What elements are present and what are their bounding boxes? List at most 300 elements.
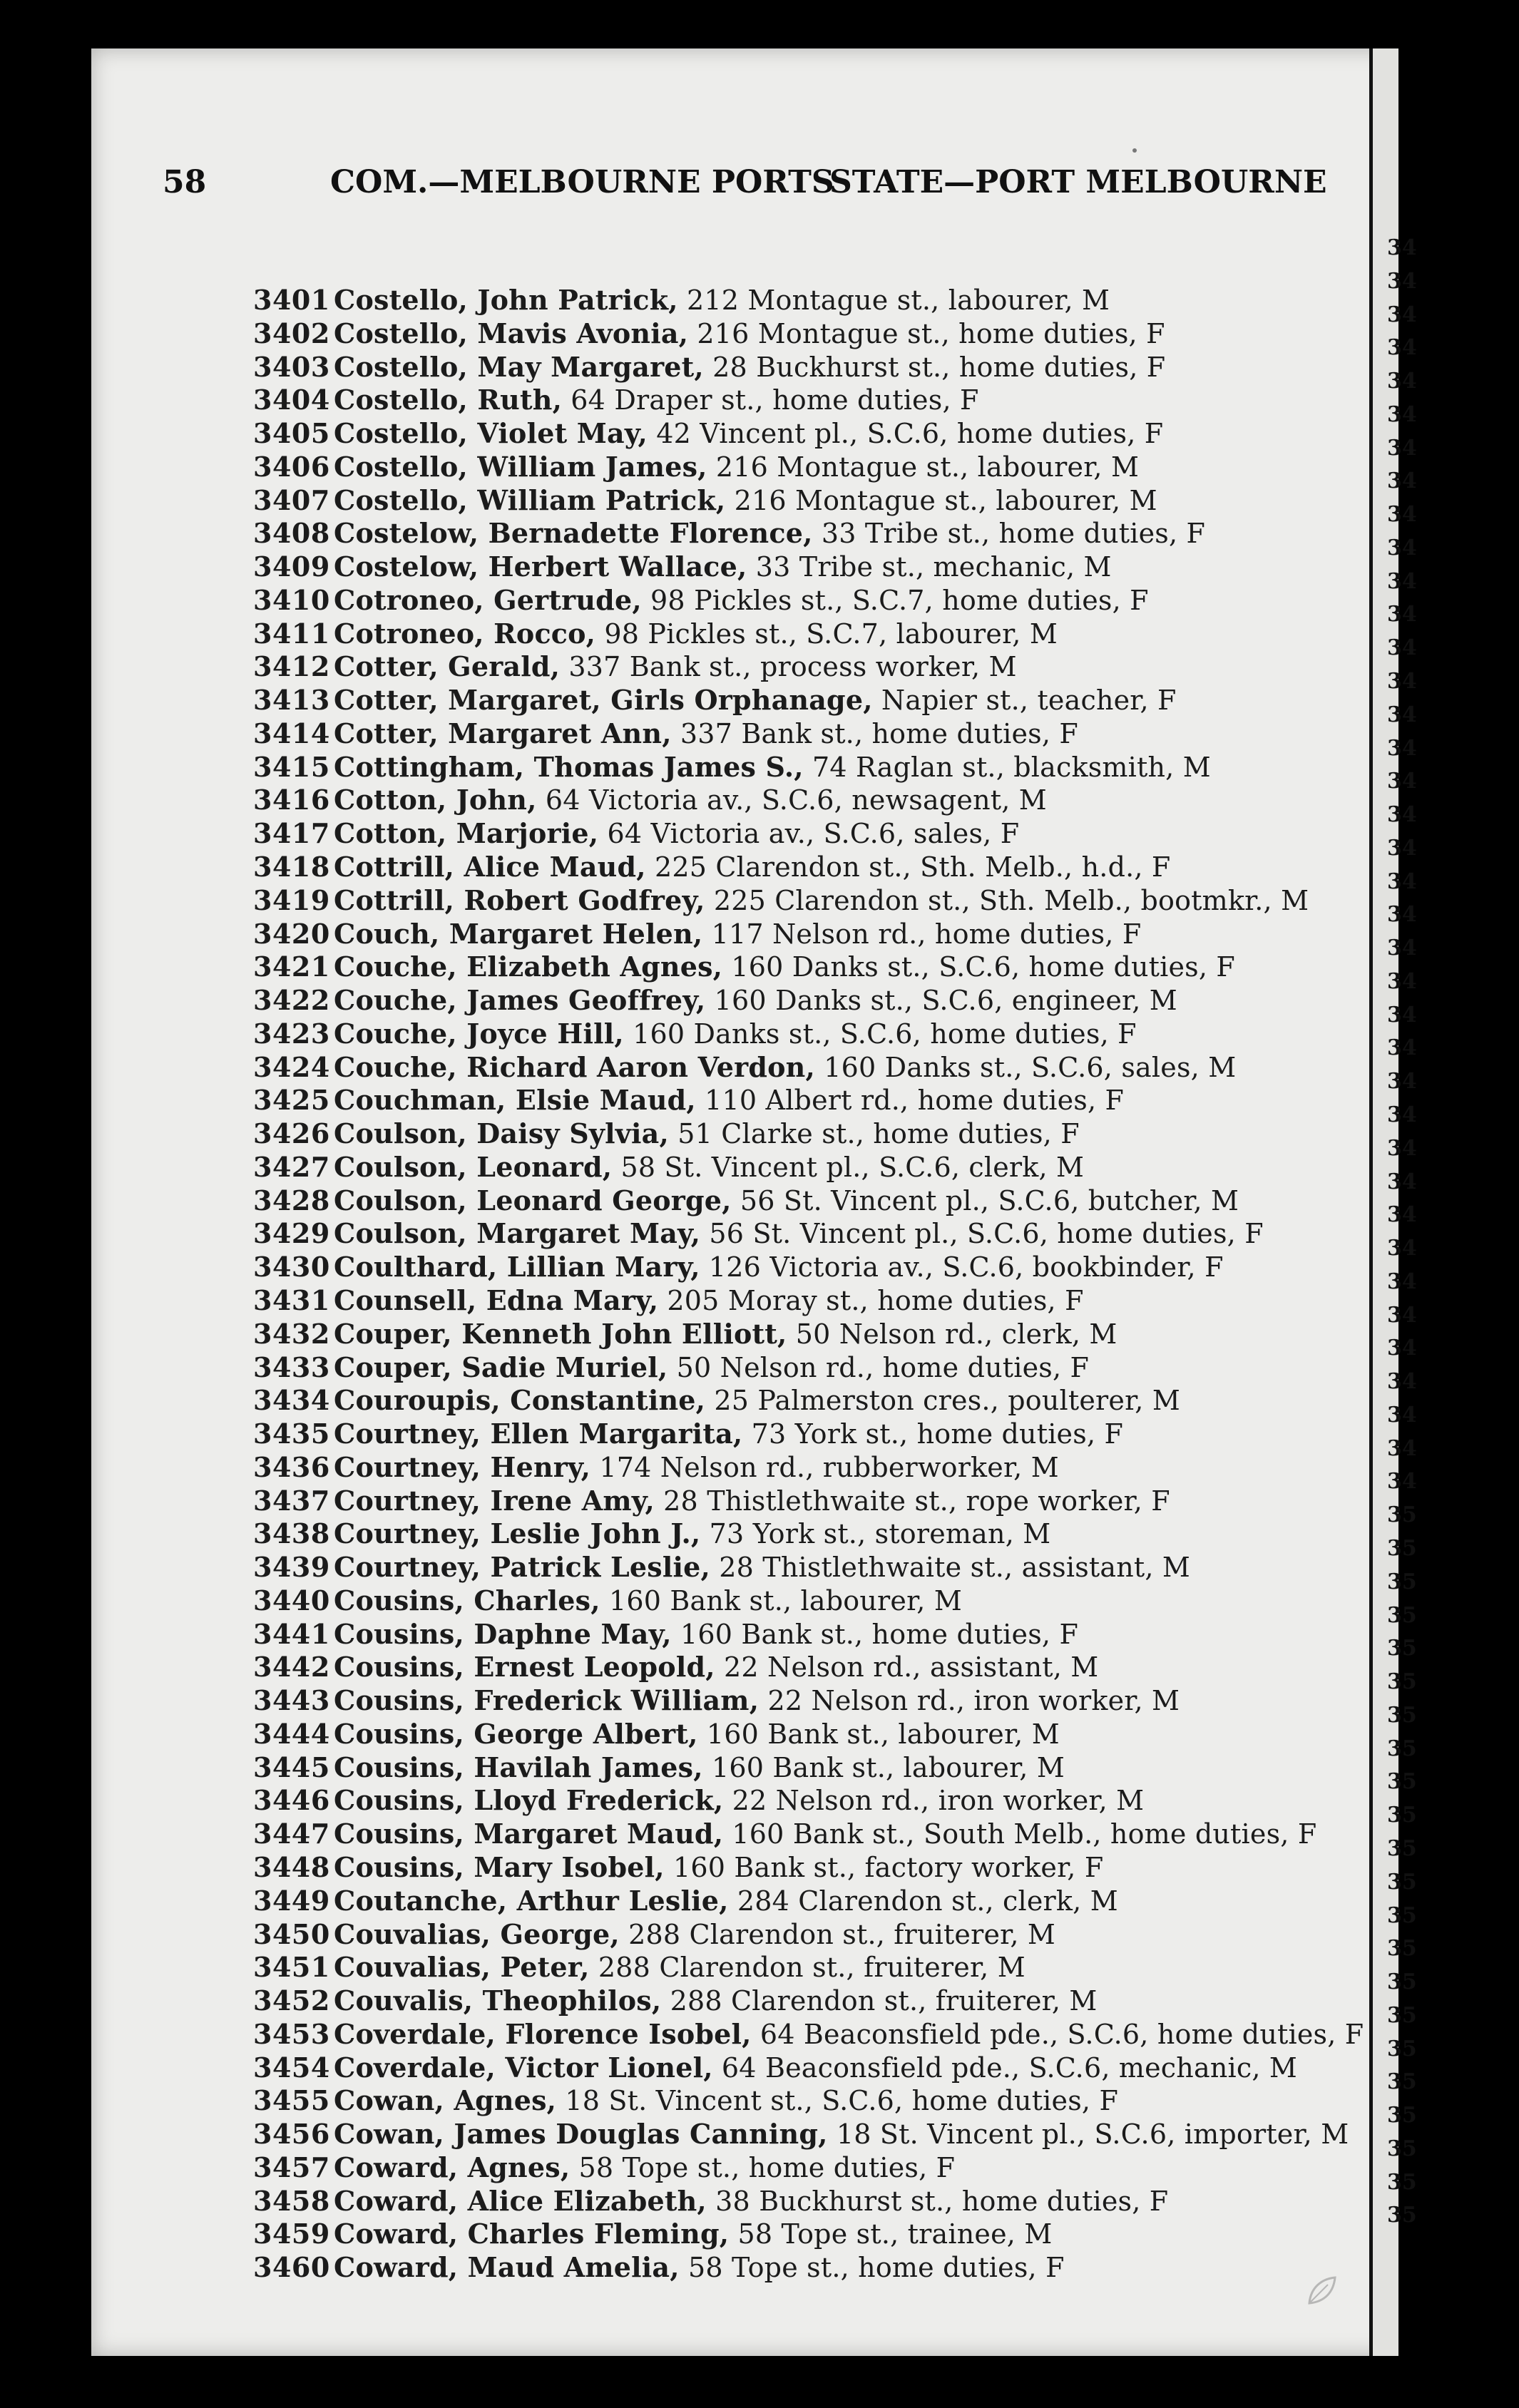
entry-number: 3418 (253, 851, 330, 883)
entry-number: 3443 (253, 1684, 330, 1717)
entry-detail: 64 Beaconsfield pde., S.C.6, mechanic, M (721, 2051, 1297, 2084)
list-item (91, 1918, 1394, 1952)
list-item (91, 918, 1394, 951)
entry-number: 3419 (253, 883, 330, 916)
entry-text (334, 1418, 1123, 1450)
edge-fragment: 35 (1387, 1536, 1417, 1562)
entry-name: Costello, William James, (334, 450, 707, 483)
entry-text (334, 417, 1163, 450)
entry-detail: 160 Bank st., labourer, M (711, 1751, 1065, 1783)
entry-name: Couche, Joyce Hill, (334, 1017, 624, 1050)
entry-detail: 160 Bank st., labourer, M (608, 1584, 962, 1617)
entry-detail: 337 Bank st., process worker, M (568, 651, 1017, 683)
list-item (91, 1751, 1394, 1785)
entry-name: Costello, Violet May, (334, 417, 648, 450)
edge-fragment: 34 (1387, 369, 1417, 394)
list-item (91, 717, 1394, 751)
entry-detail: 73 York st., storeman, M (709, 1518, 1051, 1550)
entry-name: Cousins, Frederick William, (334, 1684, 760, 1717)
entry-number: 3445 (253, 1751, 330, 1783)
entry-text (334, 2151, 955, 2184)
list-item (91, 1117, 1394, 1151)
edge-fragment: 34 (1387, 1402, 1417, 1428)
entry-detail: 160 Bank st., labourer, M (706, 1718, 1060, 1750)
entry-text (334, 684, 1177, 717)
list-item (91, 1684, 1394, 1718)
entry-name: Cousins, Mary Isobel, (334, 1850, 665, 1883)
entry-text (334, 2018, 1364, 2051)
entry-name: Couper, Sadie Muriel, (334, 1351, 668, 1383)
list-item (91, 2185, 1394, 2218)
edge-fragment: 35 (1387, 2103, 1417, 2128)
entry-number: 3458 (253, 2184, 330, 2217)
entry-name: Cottingham, Thomas James S., (334, 750, 804, 783)
entry-text (334, 1818, 1316, 1850)
list-item (91, 2018, 1394, 2051)
list-item (91, 317, 1394, 351)
edge-fragment: 35 (1387, 1669, 1417, 1695)
entry-name: Courtney, Patrick Leslie, (334, 1551, 710, 1584)
entry-text (334, 351, 1165, 384)
entry-number: 3405 (253, 417, 330, 450)
edge-fragment: 34 (1387, 535, 1417, 560)
entry-detail: 18 St. Vincent pl., S.C.6, importer, M (836, 2118, 1349, 2151)
entry-name: Costello, John Patrick, (334, 284, 678, 316)
leaf-icon (1304, 2273, 1339, 2309)
entry-number: 3435 (253, 1418, 330, 1450)
subdivision-title: STATE—PORT MELBOURNE (829, 164, 1327, 200)
entry-text (334, 618, 1058, 650)
entry-number: 3403 (253, 350, 330, 383)
entry-text (334, 1784, 1144, 1817)
directory-page (91, 48, 1394, 2356)
entry-text (334, 817, 1019, 850)
entry-number: 3408 (253, 517, 330, 550)
edge-fragment: 34 (1387, 702, 1417, 727)
entry-detail: 160 Bank st., factory worker, F (672, 1851, 1104, 1883)
entry-detail: 28 Buckhurst st., home duties, F (712, 351, 1166, 383)
edge-fragment: 34 (1387, 1069, 1417, 1095)
entry-number: 3417 (253, 817, 330, 850)
entry-name: Coward, Charles Fleming, (334, 2218, 730, 2250)
entry-text (334, 1051, 1236, 1084)
entry-detail: Napier st., teacher, F (881, 685, 1177, 717)
list-item (91, 550, 1394, 584)
entry-detail: 160 Danks st., S.C.6, home duties, F (731, 951, 1235, 983)
list-item (91, 1051, 1394, 1085)
edge-fragment: 34 (1387, 435, 1417, 461)
list-item (91, 1651, 1394, 1684)
entry-detail: 212 Montague st., labourer, M (686, 285, 1110, 316)
entry-name: Counsell, Edna Mary, (334, 1284, 659, 1316)
entry-number: 3422 (253, 984, 330, 1017)
entry-detail: 58 Tope st., trainee, M (737, 2218, 1053, 2250)
edge-fragment: 34 (1387, 1369, 1417, 1395)
entry-text (334, 784, 1047, 816)
entry-text (334, 2084, 1118, 2117)
entry-number: 3414 (253, 717, 330, 749)
entry-name: Coverdale, Florence Isobel, (334, 2017, 752, 2050)
list-item (91, 1584, 1394, 1618)
entry-name: Couche, Elizabeth Agnes, (334, 951, 723, 983)
edge-fragment: 35 (1387, 1602, 1417, 1628)
entry-name: Costello, William Patrick, (334, 483, 726, 516)
edge-fragment: 34 (1387, 735, 1417, 761)
entry-number: 3440 (253, 1584, 330, 1617)
entry-text (334, 717, 1078, 750)
entry-number: 3447 (253, 1818, 330, 1850)
entry-detail: 18 St. Vincent st., S.C.6, home duties, F (565, 2085, 1119, 2117)
entry-detail: 160 Danks st., S.C.6, home duties, F (633, 1018, 1137, 1050)
entry-name: Cotroneo, Rocco, (334, 617, 596, 650)
entry-name: Cousins, George Albert, (334, 1717, 698, 1750)
entry-text (334, 2051, 1297, 2084)
entry-number: 3449 (253, 1884, 330, 1917)
entry-detail: 284 Clarendon st., clerk, M (737, 1885, 1118, 1917)
edge-fragment: 35 (1387, 1636, 1417, 1661)
edge-fragment: 35 (1387, 1803, 1417, 1828)
entry-text (334, 1918, 1055, 1951)
list-item (91, 1384, 1394, 1418)
entry-number: 3402 (253, 317, 330, 349)
entry-number: 3409 (253, 550, 330, 583)
entry-text (334, 1885, 1118, 1917)
entry-number: 3448 (253, 1850, 330, 1883)
entry-number: 3426 (253, 1117, 330, 1150)
entry-text (334, 1584, 962, 1617)
entry-number: 3413 (253, 684, 330, 717)
entry-name: Cousins, Charles, (334, 1584, 600, 1617)
edge-fragment: 35 (1387, 1869, 1417, 1895)
list-item (91, 517, 1394, 550)
entry-text (334, 384, 979, 416)
entry-text (334, 2118, 1349, 2151)
list-item (91, 484, 1394, 518)
entry-detail: 28 Thistlethwaite st., rope worker, F (663, 1485, 1170, 1517)
entry-detail: 216 Montague st., labourer, M (734, 484, 1157, 516)
entry-number: 3442 (253, 1651, 330, 1684)
edge-fragment: 35 (1387, 1969, 1417, 1995)
edge-fragment: 34 (1387, 1202, 1417, 1228)
list-item (91, 1784, 1394, 1818)
entry-number: 3427 (253, 1150, 330, 1183)
entry-name: Courtney, Irene Amy, (334, 1484, 655, 1517)
edge-fragment: 35 (1387, 1736, 1417, 1761)
entry-name: Coulson, Leonard George, (334, 1184, 732, 1216)
entry-name: Cottrill, Alice Maud, (334, 851, 646, 883)
entry-text (334, 517, 1205, 550)
entry-detail: 28 Thistlethwaite st., assistant, M (719, 1552, 1191, 1584)
list-item (91, 1217, 1394, 1251)
entry-number: 3431 (253, 1284, 330, 1316)
entry-text (334, 451, 1139, 483)
edge-fragment: 35 (1387, 1569, 1417, 1594)
entry-text (334, 484, 1157, 517)
entry-name: Costello, Mavis Avonia, (334, 317, 689, 349)
list-item (91, 1318, 1394, 1351)
entry-text (334, 1451, 1059, 1484)
entry-number: 3432 (253, 1317, 330, 1350)
entry-detail: 174 Nelson rd., rubberworker, M (599, 1451, 1059, 1483)
entry-text (334, 918, 1141, 951)
entry-number: 3406 (253, 450, 330, 483)
entry-number: 3444 (253, 1717, 330, 1750)
entry-name: Cowan, Agnes, (334, 2084, 557, 2117)
list-item (91, 584, 1394, 618)
list-item (91, 2218, 1394, 2251)
entry-number: 3459 (253, 2218, 330, 2250)
entry-text (334, 1984, 1098, 2017)
entry-name: Costello, Ruth, (334, 384, 563, 416)
list-item (91, 1485, 1394, 1518)
entry-detail: 216 Montague st., labourer, M (715, 451, 1140, 483)
entry-detail: 58 Tope st., home duties, F (687, 2252, 1065, 2284)
entry-number: 3441 (253, 1617, 330, 1650)
edge-fragment: 34 (1387, 902, 1417, 928)
entry-text (334, 1284, 1084, 1317)
entry-detail: 98 Pickles st., S.C.7, labourer, M (604, 618, 1058, 650)
entry-name: Coward, Maud Amelia, (334, 2251, 680, 2284)
edge-fragment: 35 (1387, 1835, 1417, 1861)
entry-text (334, 2218, 1052, 2250)
entry-detail: 56 St. Vincent pl., S.C.6, butcher, M (740, 1184, 1239, 1216)
entry-detail: 64 Draper st., home duties, F (571, 384, 979, 416)
list-item (91, 1951, 1394, 1984)
entry-text (334, 851, 1171, 883)
entry-detail: 33 Tribe st., mechanic, M (755, 551, 1112, 583)
entry-detail: 337 Bank st., home duties, F (680, 717, 1078, 749)
list-item (91, 384, 1394, 417)
entry-text (334, 1384, 1180, 1417)
entry-number: 3428 (253, 1184, 330, 1216)
entry-number: 3421 (253, 951, 330, 983)
edge-fragment: 34 (1387, 268, 1417, 294)
entry-number: 3437 (253, 1484, 330, 1517)
entry-number: 3412 (253, 650, 330, 683)
entry-text (334, 1151, 1084, 1184)
list-item (91, 1018, 1394, 1051)
entry-number: 3439 (253, 1551, 330, 1584)
entry-detail: 160 Danks st., S.C.6, engineer, M (714, 985, 1177, 1017)
entry-text (334, 1851, 1103, 1884)
entry-detail: 22 Nelson rd., assistant, M (723, 1651, 1099, 1684)
entry-detail: 64 Beaconsfield pde., S.C.6, home duties, F (760, 2018, 1364, 2050)
entry-name: Couroupis, Constantine, (334, 1384, 706, 1417)
entry-detail: 126 Victoria av., S.C.6, bookbinder, F (708, 1251, 1224, 1284)
entry-text (334, 1684, 1180, 1717)
list-item (91, 684, 1394, 717)
electorate-title: COM.—MELBOURNE PORTS (330, 164, 834, 200)
entry-name: Couch, Margaret Helen, (334, 917, 703, 950)
edge-fragment: 34 (1387, 769, 1417, 794)
entry-name: Costelow, Bernadette Florence, (334, 517, 813, 550)
entry-text (334, 650, 1017, 683)
adjacent-page-edge (1369, 48, 1417, 2356)
entry-detail: 50 Nelson rd., clerk, M (795, 1318, 1117, 1350)
list-item (91, 650, 1394, 684)
entry-number: 3420 (253, 917, 330, 950)
list-item (91, 951, 1394, 984)
edge-fragment: 34 (1387, 335, 1417, 361)
edge-fragment: 34 (1387, 1035, 1417, 1061)
entry-text (334, 1217, 1264, 1250)
entry-text (334, 1018, 1137, 1050)
entry-number: 3454 (253, 2051, 330, 2084)
entry-name: Costello, May Margaret, (334, 350, 704, 383)
edge-fragment: 34 (1387, 302, 1417, 327)
entry-text (334, 284, 1110, 317)
entry-name: Cotton, Marjorie, (334, 817, 599, 850)
edge-fragment: 34 (1387, 235, 1417, 260)
entry-name: Cousins, Ernest Leopold, (334, 1651, 715, 1684)
entry-detail: 64 Victoria av., S.C.6, newsagent, M (545, 784, 1047, 816)
entry-name: Coward, Agnes, (334, 2151, 571, 2183)
entry-name: Cousins, Daphne May, (334, 1617, 672, 1650)
entry-name: Couper, Kenneth John Elliott, (334, 1317, 787, 1350)
entry-detail: 33 Tribe st., home duties, F (821, 518, 1206, 550)
entry-number: 3430 (253, 1251, 330, 1284)
list-item (91, 984, 1394, 1018)
list-item (91, 1551, 1394, 1584)
edge-fragment: 34 (1387, 468, 1417, 494)
entry-detail: 50 Nelson rd., home duties, F (676, 1351, 1090, 1383)
list-item (91, 1284, 1394, 1318)
edge-fragment: 35 (1387, 2169, 1417, 2195)
list-item (91, 618, 1394, 651)
list-item (91, 1084, 1394, 1117)
entry-number: 3416 (253, 784, 330, 816)
entry-name: Cousins, Margaret Maud, (334, 1818, 724, 1850)
entry-detail: 58 Tope st., home duties, F (578, 2151, 956, 2183)
edge-fragment: 35 (1387, 2136, 1417, 2161)
entry-detail: 51 Clarke st., home duties, F (677, 1118, 1080, 1150)
entry-name: Courtney, Ellen Margarita, (334, 1418, 743, 1450)
edge-fragment: 34 (1387, 1336, 1417, 1361)
entry-number: 3436 (253, 1450, 330, 1483)
list-item (91, 1184, 1394, 1218)
entry-text (334, 1184, 1239, 1217)
entry-detail: 42 Vincent pl., S.C.6, home duties, F (656, 418, 1164, 450)
edge-fragment: 34 (1387, 1469, 1417, 1495)
entry-number: 3404 (253, 384, 330, 416)
entry-detail: 288 Clarendon st., fruiterer, M (598, 1952, 1026, 1984)
edge-fragment: 34 (1387, 835, 1417, 861)
entry-detail: 160 Bank st., South Melb., home duties, F (732, 1818, 1317, 1850)
edge-fragment: 35 (1387, 1502, 1417, 1528)
list-item (91, 1851, 1394, 1885)
entry-text (334, 1751, 1065, 1784)
entry-text (334, 1517, 1050, 1550)
edge-fragment: 34 (1387, 1302, 1417, 1328)
entry-text (334, 2251, 1065, 2284)
entry-name: Couche, Richard Aaron Verdon, (334, 1050, 815, 1083)
list-item (91, 1984, 1394, 2018)
entry-detail: 225 Clarendon st., Sth. Melb., h.d., F (654, 851, 1171, 883)
list-item (91, 884, 1394, 918)
entry-number: 3446 (253, 1784, 330, 1817)
list-item (91, 1818, 1394, 1851)
list-item (91, 2251, 1394, 2285)
entry-number: 3455 (253, 2084, 330, 2117)
entry-text (334, 1951, 1026, 1984)
entry-name: Cousins, Lloyd Frederick, (334, 1784, 724, 1817)
list-item (91, 1251, 1394, 1284)
entry-detail: 74 Raglan st., blacksmith, M (812, 751, 1211, 783)
entry-text (334, 584, 1149, 617)
edge-fragment: 35 (1387, 1902, 1417, 1928)
edge-fragment: 34 (1387, 802, 1417, 828)
entry-detail: 205 Moray st., home duties, F (667, 1284, 1084, 1316)
list-item (91, 284, 1394, 317)
entry-text (334, 1718, 1060, 1751)
edge-fragment: 34 (1387, 1169, 1417, 1194)
entry-detail: 38 Buckhurst st., home duties, F (715, 2185, 1169, 2217)
entry-number: 3460 (253, 2251, 330, 2284)
list-item (91, 1351, 1394, 1385)
entry-name: Coverdale, Victor Lionel, (334, 2051, 713, 2084)
list-item (91, 1618, 1394, 1651)
entry-detail: 117 Nelson rd., home duties, F (711, 918, 1142, 950)
entry-name: Coulson, Margaret May, (334, 1217, 701, 1250)
entry-number: 3457 (253, 2151, 330, 2183)
entry-text (334, 550, 1112, 583)
list-item (91, 1451, 1394, 1485)
entry-detail: 73 York st., home duties, F (751, 1418, 1124, 1450)
entry-text (334, 1485, 1170, 1517)
edge-fragment: 35 (1387, 2069, 1417, 2095)
entry-text (334, 751, 1211, 784)
entry-number: 3450 (253, 1917, 330, 1950)
list-item (91, 784, 1394, 817)
edge-fragment: 34 (1387, 1435, 1417, 1461)
entry-detail: 288 Clarendon st., fruiterer, M (628, 1918, 1056, 1950)
entry-name: Costelow, Herbert Wallace, (334, 550, 747, 583)
list-item (91, 851, 1394, 884)
edge-fragment: 34 (1387, 1002, 1417, 1028)
entry-text (334, 317, 1165, 350)
edge-fragment: 34 (1387, 1102, 1417, 1128)
entry-number: 3407 (253, 483, 330, 516)
entry-number: 3401 (253, 284, 330, 316)
list-item (91, 2051, 1394, 2085)
entry-name: Coward, Alice Elizabeth, (334, 2184, 707, 2217)
entry-number: 3434 (253, 1384, 330, 1417)
entry-detail: 64 Victoria av., S.C.6, sales, F (607, 818, 1020, 850)
list-item (91, 1885, 1394, 1918)
entry-detail: 225 Clarendon st., Sth. Melb., bootmkr., M (713, 884, 1309, 916)
edge-fragment: 34 (1387, 568, 1417, 594)
entry-name: Cotter, Margaret, Girls Orphanage, (334, 684, 873, 717)
entry-name: Cottrill, Robert Godfrey, (334, 883, 705, 916)
list-item (91, 2084, 1394, 2118)
entry-number: 3415 (253, 750, 330, 783)
edge-fragment: 34 (1387, 1236, 1417, 1261)
edge-fragment: 34 (1387, 968, 1417, 994)
list-item (91, 817, 1394, 851)
entry-name: Couvalis, Theophilos, (334, 1984, 662, 2017)
entry-name: Courtney, Leslie John J., (334, 1517, 701, 1550)
entry-text (334, 1351, 1089, 1384)
edge-fragment: 35 (1387, 2036, 1417, 2061)
entry-name: Couchman, Elsie Maud, (334, 1084, 696, 1117)
list-item (91, 1718, 1394, 1751)
edge-fragment: 35 (1387, 1936, 1417, 1962)
list-item (91, 2151, 1394, 2185)
entry-name: Cowan, James Douglas Canning, (334, 2118, 828, 2151)
entry-number: 3453 (253, 2017, 330, 2050)
list-item (91, 1151, 1394, 1184)
entry-text (334, 1084, 1124, 1117)
